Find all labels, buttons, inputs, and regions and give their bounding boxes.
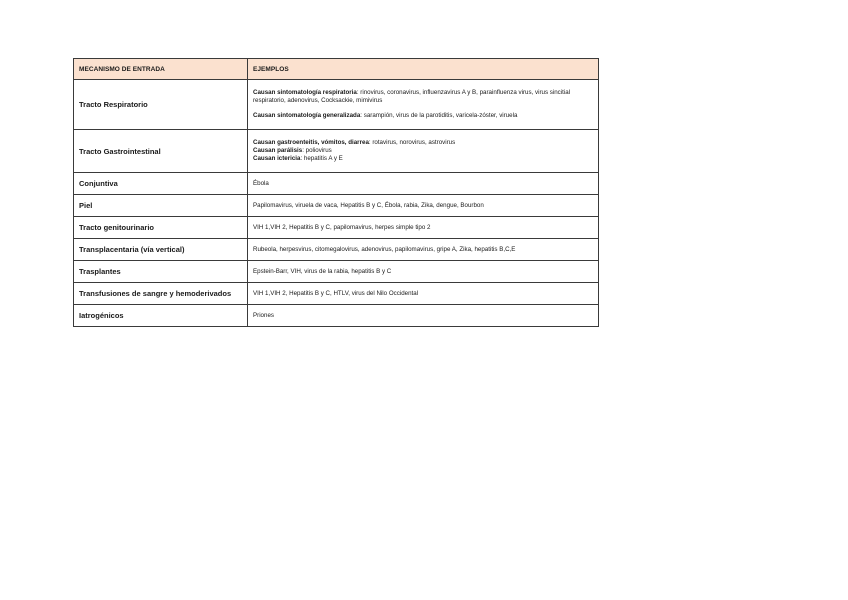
example-line [253,139,593,147]
virus-entry-table [73,58,599,327]
mechanism-cell: Transfusiones de sangre y hemoderivados [74,283,248,305]
example-label: Causan sintomatología respiratoria [253,89,357,96]
mechanism-cell: Trasplantes [74,261,248,283]
table-row [74,217,599,239]
mechanism-cell: Transplacentaria (vía vertical) [74,239,248,261]
table-row [74,283,599,305]
table-row [74,130,599,173]
mechanism-cell: Tracto Gastrointestinal [74,130,248,173]
examples-cell [248,130,599,173]
mechanism-cell: Iatrogénicos [74,305,248,327]
examples-cell: VIH 1,VIH 2, Hepatitis B y C, papilomavirus, herpes simple tipo 2 [248,217,599,239]
mechanism-cell: Tracto genitourinario [74,217,248,239]
mechanism-cell: Conjuntiva [74,173,248,195]
examples-cell: Rubeola, herpesvirus, citomegalovirus, adenovirus, papilomavirus, gripe A, Zika, hepatitis B,C,E [248,239,599,261]
table-row [74,195,599,217]
example-line [253,89,593,105]
table-row [74,305,599,327]
examples-cell: Papilomavirus, viruela de vaca, Hepatitis B y C, Ébola, rabia, Zika, dengue, Bourbon [248,195,599,217]
examples-cell: Epstein-Barr, VIH, virus de la rabia, hepatitis B y C [248,261,599,283]
example-label: Causan ictericia [253,155,301,162]
example-text: : hepatitis A y E [300,155,343,162]
example-text: : rinovirus, coronavirus, influenzavirus A y B, parainfluenza virus, virus sincitial respiratorio, adenovirus, Cocksackie, mimivirus [253,89,571,104]
example-text: : sarampión, virus de la parotiditis, varicela-zóster, viruela [360,112,518,119]
example-text: : poliovirus [302,147,332,154]
example-line [253,112,593,120]
mechanism-cell: Tracto Respiratorio [74,80,248,130]
example-line [253,155,593,163]
table-row [74,261,599,283]
example-line [253,147,593,155]
example-label: Causan sintomatología generalizada [253,112,361,119]
examples-cell: Priones [248,305,599,327]
examples-cell: Ébola [248,173,599,195]
mechanism-cell: Piel [74,195,248,217]
examples-cell [248,80,599,130]
table-row [74,80,599,130]
header-mechanism: MECANISMO DE ENTRADA [74,59,248,80]
example-text: : rotavirus, norovirus, astrovirus [368,139,456,146]
table-row [74,239,599,261]
table-row [74,173,599,195]
examples-cell: VIH 1,VIH 2, Hepatitis B y C, HTLV, virus del Nilo Occidental [248,283,599,305]
header-examples: EJEMPLOS [248,59,599,80]
table-header-row [74,59,599,80]
example-label: Causan gastroenteitis, vómitos, diarrea [253,139,369,146]
example-label: Causan parálisis [253,147,303,154]
